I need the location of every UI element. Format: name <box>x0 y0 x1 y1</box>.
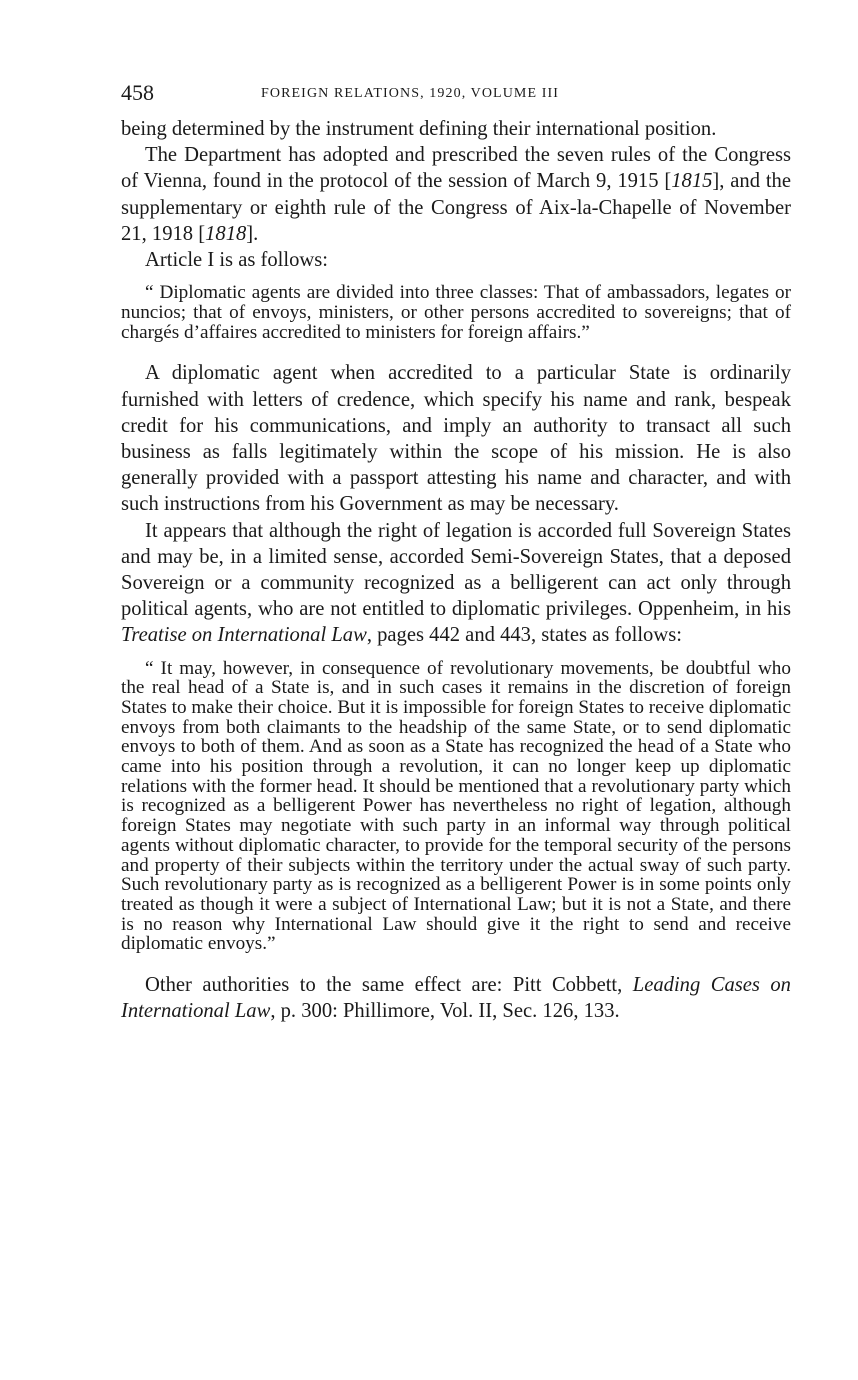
page-number: 458 <box>121 80 154 105</box>
corrected-year: 1815 <box>671 170 713 193</box>
paragraph-text: Article I is as follows: <box>145 249 329 272</box>
quote-text: “ Diplomatic agents are divided into three classes: That of ambassadors, legates or nuncios; that of envoys, ministers, or other persons accredited to sovereigns; that of chargés d’affaires accredited to ministers for foreign affairs.” <box>121 282 791 343</box>
block-quote-article-one <box>121 283 791 342</box>
running-head: FOREIGN RELATIONS, 1920, VOLUME III <box>261 86 560 101</box>
corrected-year: 1818 <box>205 222 247 245</box>
paragraph-text: ]. <box>246 222 259 245</box>
book-title: Treatise on International Law <box>121 624 367 647</box>
paragraph-text: The Department has adopted and prescribed the seven rules of the Congress of Vienna, found in the protocol of the session of March 9, 1915 [ <box>121 144 791 193</box>
paragraph-text: , p. 300: Phillimore, Vol. II, Sec. 126, 133. <box>270 1000 620 1023</box>
paragraph-diplomatic-agent <box>121 360 791 517</box>
paragraph-text: ], and the supplementary or eighth rule of the Congress of Aix-la-Chapelle of November 21, 1918 [ <box>121 170 791 245</box>
document-page <box>121 80 791 1025</box>
paragraph-right-of-legation <box>121 518 791 649</box>
paragraph-rules <box>121 142 791 247</box>
block-quote-oppenheim <box>121 659 791 955</box>
paragraph-continuation <box>121 116 791 142</box>
paragraph-article-intro <box>121 247 791 273</box>
paragraph-text: A diplomatic agent when accredited to a particular State is ordinarily furnished with letters of credence, which specify his name and rank, bespeak credit for his communications, and imply an authority to transact all such business as falls legitimately within the scope of his mission. He is also generally provided with a passport attesting his name and character, and with such instructions from his Government as may be necessary. <box>121 362 791 516</box>
book-title: Leading Cases on International Law <box>121 974 791 1023</box>
paragraph-text: , pages 442 and 443, states as follows: <box>366 624 682 647</box>
quote-text: “ It may, however, in consequence of revolutionary movements, be doubtful who the real head of a State is, and in such cases it remains in the discretion of foreign States to make their choice. But it is impossible for foreign States to receive diplomatic envoys from both claimants to the headship of the same State, or to send diplomatic envoys to both of them. And as soon as a State has recognized the head of a State who came into his position through a revolution, it can no longer keep up diplomatic relations with the former head. It should be mentioned that a revolutionary party which is recognized as a belligerent Power has nevertheless no right of legation, although foreign States may negotiate with such party in an informal way through political agents without diplomatic character, to provide for the temporal security of the persons and property of their subjects within the territory under the actual sway of such party. Such revolutionary party as is recognized as a belligerent Power is in some points only treated as though it were a subject of International Law; but it is not a State, and there is no reason why International Law should give it the right to send and receive diplomatic envoys.” <box>121 657 791 955</box>
paragraph-text: It appears that although the right of legation is accorded full Sovereign States and may be, in a limited sense, accorded Semi-Sovereign States, that a deposed Sovereign or a community recognized as a belligerent can act only through political agents, who are not entitled to diplomatic privileges. Oppenheim, in his <box>121 519 791 621</box>
paragraph-text: being determined by the instrument defining their international position. <box>121 118 717 140</box>
paragraph-text: Other authorities to the same effect are: Pitt Cobbett, <box>145 974 633 997</box>
page-header <box>121 80 791 116</box>
paragraph-other-authorities <box>121 972 791 1024</box>
